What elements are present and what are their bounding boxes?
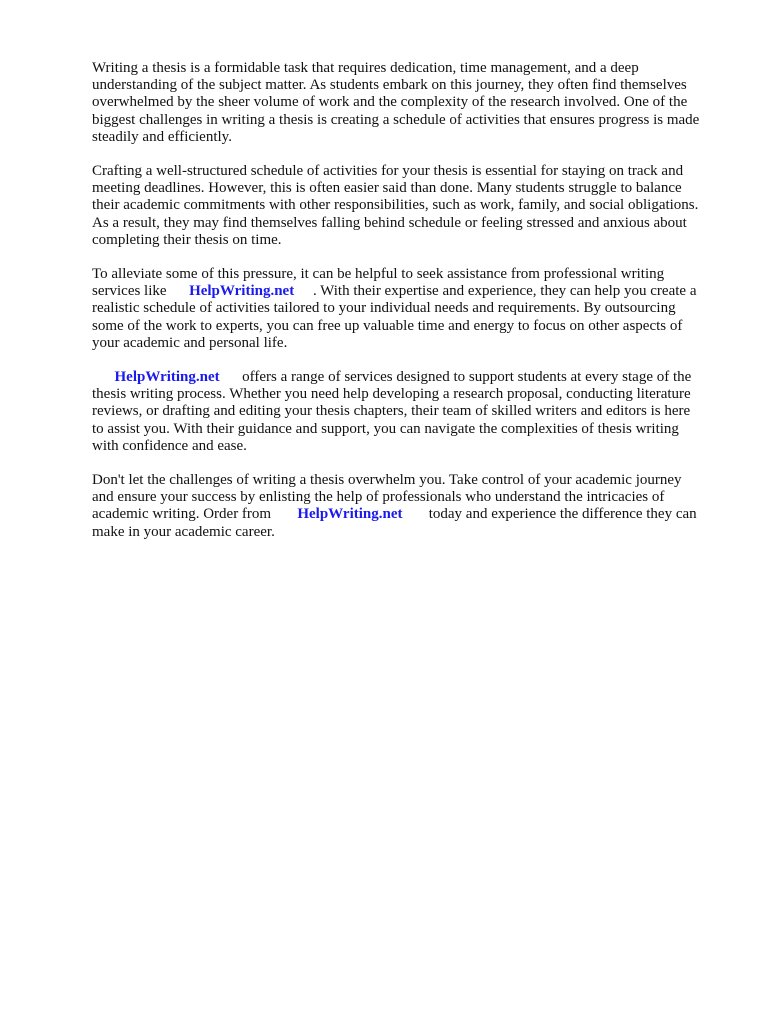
paragraph-conclusion-text-end: today and experience the difference they can make in your academic career. (92, 506, 697, 540)
helpwriting-link-1[interactable]: HelpWriting.net (189, 283, 295, 300)
paragraph-schedule: Crafting a well-structured schedule of activities for your thesis is essential for staying on track and meeting deadlines. However, this is often easier said than done. Many students struggle to balance their academic commitments with other responsibilities, such as work, family, and social obligations. As a result, they may find themselves falling behind schedule or feeling stressed and anxious about completing their thesis on time. (92, 163, 699, 248)
helpwriting-link-3[interactable]: HelpWriting.net (297, 506, 403, 523)
paragraph-intro: Writing a thesis is a formidable task that requires dedication, time management, and a deep understanding of the subject matter. As students embark on this journey, they often find themselves overwhelmed by the sheer volume of work and the complexity of the research involved. One of the biggest challenges in writing a thesis is creating a schedule of activities that ensures progress is made steadily and efficiently. (92, 60, 700, 145)
paragraph-assistance (92, 266, 724, 352)
document-page (92, 60, 724, 558)
paragraph-conclusion (92, 472, 724, 541)
paragraph-services (92, 369, 724, 455)
paragraph-assistance-text-start: To alleviate some of this pressure, it can be helpful to seek assistance from professional writing services like (92, 266, 665, 300)
paragraph-services-indent (92, 369, 115, 385)
paragraph-services-text: offers a range of services designed to support students at every stage of the thesis writing process. Whether you need help developing a research proposal, conducting literature reviews, or drafting and editing your thesis chapters, their team of skilled writers and editors is here to assist you. With their guidance and support, you can navigate the complexities of thesis writing with confidence and ease. (92, 369, 692, 454)
helpwriting-link-2[interactable]: HelpWriting.net (114, 369, 220, 386)
paragraph-conclusion-text-start: Don't let the challenges of writing a thesis overwhelm you. Take control of your academic journey and ensure your success by enlisting the help of professionals who understand the intricacies of academic writing. Order from (92, 472, 682, 523)
paragraph-assistance-text-end: . With their expertise and experience, they can help you create a realistic schedule of activities tailored to your individual needs and requirements. By outsourcing some of the work to experts, you can free up valuable time and energy to focus on other aspects of your academic and personal life. (92, 283, 697, 351)
